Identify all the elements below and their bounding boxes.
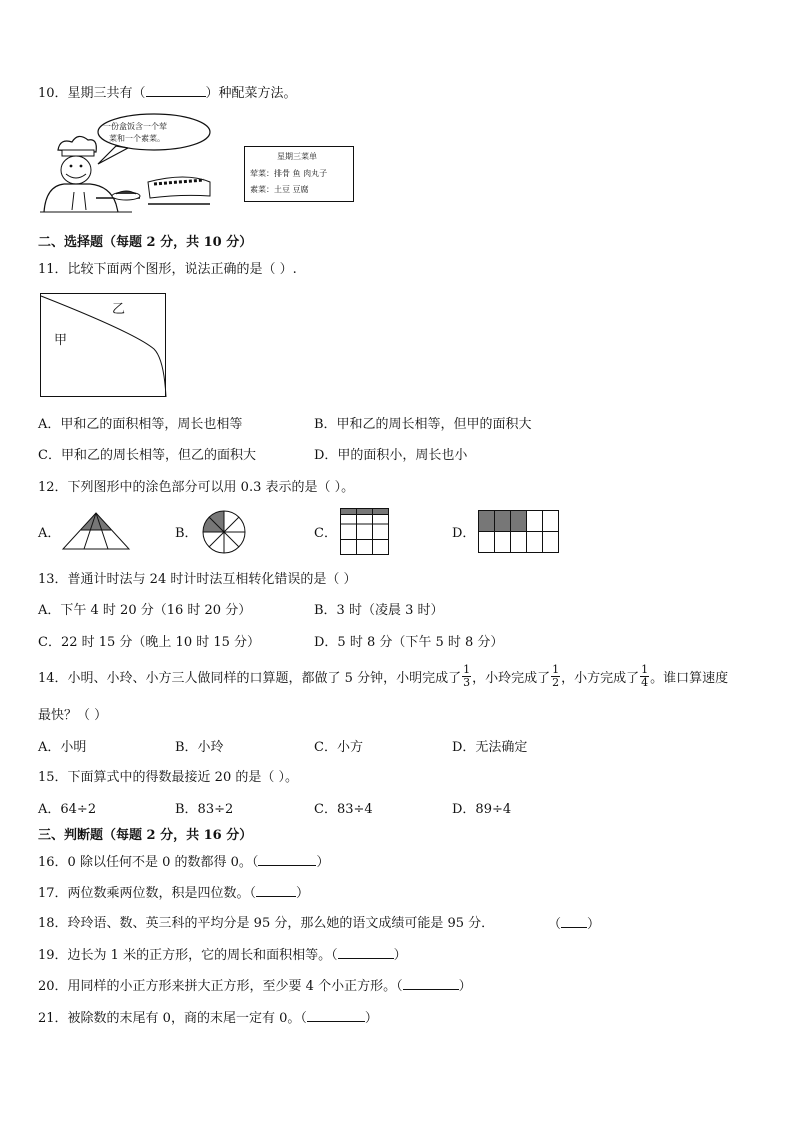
question-18	[38, 917, 494, 930]
q13-option-d[interactable]: D．5 时 8 分（下午 5 时 8 分）	[314, 635, 504, 650]
menu-veg-line: 素菜：土豆 豆腐	[250, 185, 309, 194]
question-14-line-2: 最快？（ ）	[38, 708, 108, 723]
q12-option-c-label[interactable]: C．	[314, 526, 337, 541]
question-text: 17．两位数乘两位数，积是四位数。（	[38, 886, 257, 901]
answer-blank[interactable]	[403, 979, 459, 990]
q12-triangle-figure	[62, 512, 130, 550]
question-21: 21．被除数的末尾有 0，商的末尾一定有 0。（ ）	[38, 1011, 378, 1026]
question-15-stem: 15．下面算式中的得数最接近 20 的是（ ）。	[38, 770, 298, 785]
question-20: 20．用同样的小正方形来拼大正方形，至少要 4 个小正方形。（ ）	[38, 979, 472, 994]
fraction-one-third: $\frac{1}{3}$	[463, 663, 471, 689]
question-16: 16．0 除以任何不是 0 的数都得 0。（ ）	[38, 855, 330, 870]
question-text: 21．被除数的末尾有 0，商的末尾一定有 0。（	[38, 1011, 307, 1026]
question-12-stem: 12．下列图形中的涂色部分可以用 0.3 表示的是（ ）。	[38, 480, 355, 495]
question-14-stem	[38, 663, 729, 692]
question-text: ，小玲完成了	[472, 671, 551, 686]
q14-option-d[interactable]: D．无法确定	[452, 740, 528, 755]
q12-grid-c-figure	[340, 508, 390, 556]
question-text: 18．玲玲语、数、英三科的平均分是 95 分，那么她的语文成绩可能是 95 分．	[38, 916, 495, 931]
q12-option-d-label[interactable]: D．	[452, 526, 476, 541]
question-11-stem: 11．比较下面两个图形，说法正确的是（ ）.	[38, 262, 297, 277]
speech-bubble-line-1: 一份盒饭含一个荤	[103, 122, 167, 131]
q11-option-c[interactable]: C．甲和乙的周长相等，但乙的面积大	[38, 448, 256, 463]
question-text: 19．边长为 1 米的正方形，它的周长和面积相等。（	[38, 948, 338, 963]
answer-blank[interactable]	[146, 86, 206, 97]
q11-option-a[interactable]: A．甲和乙的面积相等，周长也相等	[38, 417, 243, 432]
q13-option-c[interactable]: C．22 时 15 分（晚上 10 时 15 分）	[38, 635, 261, 650]
fraction-one-quarter: $\frac{1}{4}$	[641, 663, 649, 689]
question-text: ，小方完成了	[561, 671, 640, 686]
q13-option-b[interactable]: B．3 时（凌晨 3 时）	[314, 603, 444, 618]
q14-option-c[interactable]: C．小方	[314, 740, 363, 755]
answer-blank[interactable]	[338, 948, 394, 959]
answer-blank[interactable]	[307, 1011, 365, 1022]
q12-option-a-label[interactable]: A．	[38, 526, 61, 541]
section-3-title: 三、判断题（每题 2 分，共 16 分）	[38, 828, 253, 843]
q11-option-b[interactable]: B．甲和乙的周长相等，但甲的面积大	[314, 417, 532, 432]
label-jia: 甲	[54, 333, 68, 348]
question-10	[38, 86, 297, 100]
q15-option-c[interactable]: C．83÷4	[314, 802, 373, 817]
question-19: 19．边长为 1 米的正方形，它的周长和面积相等。（ ）	[38, 948, 407, 963]
answer-blank[interactable]	[256, 886, 296, 897]
q14-option-b[interactable]: B．小玲	[175, 740, 224, 755]
question-13-stem: 13．普通计时法与 24 时计时法互相转化错误的是（ ）	[38, 572, 357, 587]
question-text: ）种配菜方法。	[205, 86, 297, 101]
q15-option-d[interactable]: D．89÷4	[452, 802, 512, 817]
question-18-answer: （ ）	[548, 917, 601, 932]
answer-blank[interactable]	[258, 855, 316, 866]
question-text: 14．小明、小玲、小方三人做同样的口算题，都做了 5 分钟，小明完成了	[38, 671, 462, 686]
q11-option-d[interactable]: D．甲的面积小，周长也小	[314, 448, 468, 463]
question-text: 16．0 除以任何不是 0 的数都得 0。（	[38, 855, 259, 870]
q15-option-a[interactable]: A．64÷2	[38, 802, 97, 817]
question-text: 10．星期三共有（	[38, 86, 146, 101]
menu-title: 星期三菜单	[277, 152, 317, 161]
question-text: 20．用同样的小正方形来拼大正方形，至少要 4 个小正方形。（	[38, 979, 403, 994]
q12-grid-d-figure	[478, 510, 560, 554]
answer-blank[interactable]	[561, 917, 587, 928]
q15-option-b[interactable]: B．83÷2	[175, 802, 234, 817]
menu-meat-line: 荤菜：排骨 鱼 肉丸子	[250, 169, 328, 178]
fraction-one-half: $\frac{1}{2}$	[552, 663, 560, 689]
q13-option-a[interactable]: A．下午 4 时 20 分（16 时 20 分）	[38, 603, 252, 618]
q12-circle-figure	[202, 510, 246, 554]
speech-bubble-line-2: 菜和一个素菜。	[109, 134, 165, 143]
q14-option-a[interactable]: A．小明	[38, 740, 87, 755]
section-2-title: 二、选择题（每题 2 分，共 10 分）	[38, 235, 253, 250]
question-text: 。谁口算速度	[650, 671, 729, 686]
q12-option-b-label[interactable]: B．	[175, 526, 198, 541]
label-yi: 乙	[112, 302, 126, 317]
question-17: 17．两位数乘两位数，积是四位数。（ ）	[38, 886, 310, 901]
